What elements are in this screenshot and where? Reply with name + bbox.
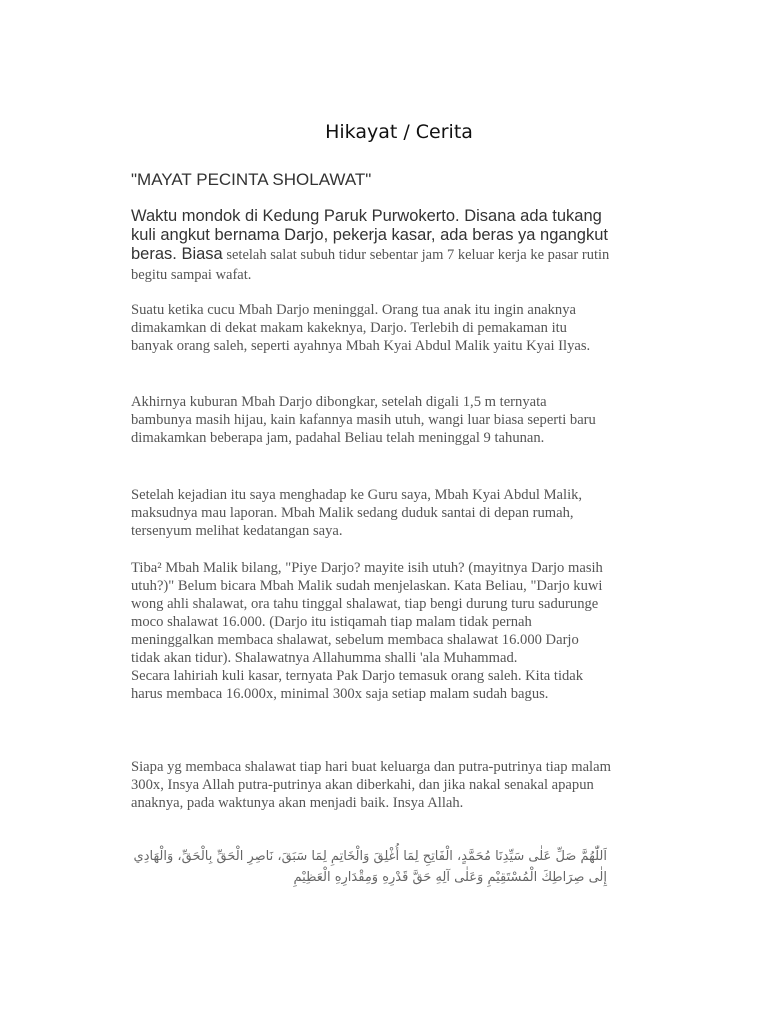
paragraph-3 xyxy=(131,486,611,540)
paragraph-2 xyxy=(131,393,611,447)
paragraph-text: Siapa yg membaca shalawat tiap hari buat keluarga dan putra-putrinya tiap malam 300x, Insya Allah putra-putrinya akan diberkahi, dan jika nakal senakal apapun anaknya, pada waktunya akan menjadi baik. Insya Allah. xyxy=(131,759,611,811)
paragraph-4 xyxy=(131,559,611,703)
paragraph-text: Secara lahiriah kuli kasar, ternyata Pak Darjo temasuk orang saleh. Kita tidak harus membaca 16.000x, minimal 300x saja setiap malam sudah bagus. xyxy=(131,668,584,702)
paragraph-5 xyxy=(131,758,611,812)
arabic-prayer: اَللّٰهُمَّ صَلِّ عَلٰى سَيِّدِنَا مُحَمَّدٍ، الْفَاتِحِ لِمَا أُغْلِقَ وَالْخَاتِمِ لِمَا سَبَقَ، نَاصِرِ الْحَقِّ بِالْحَقِّ، وَالْهَادِي إِلٰى صِرَاطِكَ الْمُسْتَقِيْمِ وَعَلٰى آلِهِ حَقَّ قَدْرِهِ وَمِقْدَارِهِ الْعَظِيْمِ xyxy=(133,849,607,885)
story-title: "MAYAT PECINTA SHOLAWAT" xyxy=(131,170,372,189)
paragraph-text: Tiba² Mbah Malik bilang, "Piye Darjo? mayite isih utuh? (mayitnya Darjo masih utuh?)" Belum bicara Mbah Malik sudah menjelaskan. Kata Beliau, "Darjo kuwi wong ahli shalawat, ora tahu tinggal shalawat, tiap bengi durung turu sadurunge moco shalawat 16.000. (Darjo itu istiqamah tiap malam tidak pernah meninggalkan membaca shalawat, sebelum membaca shalawat 16.000 Darjo tidak akan tidur). Shalawatnya Allahumma shalli 'ala Muhammad. xyxy=(131,560,603,666)
intro-sans-text: Waktu mondok di Kedung Paruk Purwokerto. Disana ada tukang kuli angkut bernama Darjo, pekerja kasar, ada beras ya ngangkut beras. Biasa xyxy=(131,207,608,263)
paragraph-text: Suatu ketika cucu Mbah Darjo meninggal. Orang tua anak itu ingin anaknya dimakamkan di dekat makam kakeknya, Darjo. Terlebih di pemakaman itu banyak orang saleh, seperti ayahnya Mbah Kyai Abdul Malik yaitu Kyai Ilyas. xyxy=(131,302,591,354)
intro-serif-text: setelah salat subuh tidur sebentar jam 7 keluar kerja ke pasar rutin begitu sampai wafat. xyxy=(131,247,610,283)
paragraph-text: Setelah kejadian itu saya menghadap ke Guru saya, Mbah Kyai Abdul Malik, maksudnya mau laporan. Mbah Malik sedang duduk santai di depan rumah, tersenyum melihat kedatangan saya. xyxy=(131,487,583,539)
paragraph-text: Akhirnya kuburan Mbah Darjo dibongkar, setelah digali 1,5 m ternyata bambunya masih hijau, kain kafannya masih utuh, wangi luar biasa seperti baru dimakamkan beberapa jam, padahal Beliau telah meninggal 9 tahunan. xyxy=(131,394,596,446)
intro-paragraph xyxy=(131,207,611,285)
page-heading: Hikayat / Cerita xyxy=(325,121,473,143)
paragraph-1 xyxy=(131,301,611,355)
